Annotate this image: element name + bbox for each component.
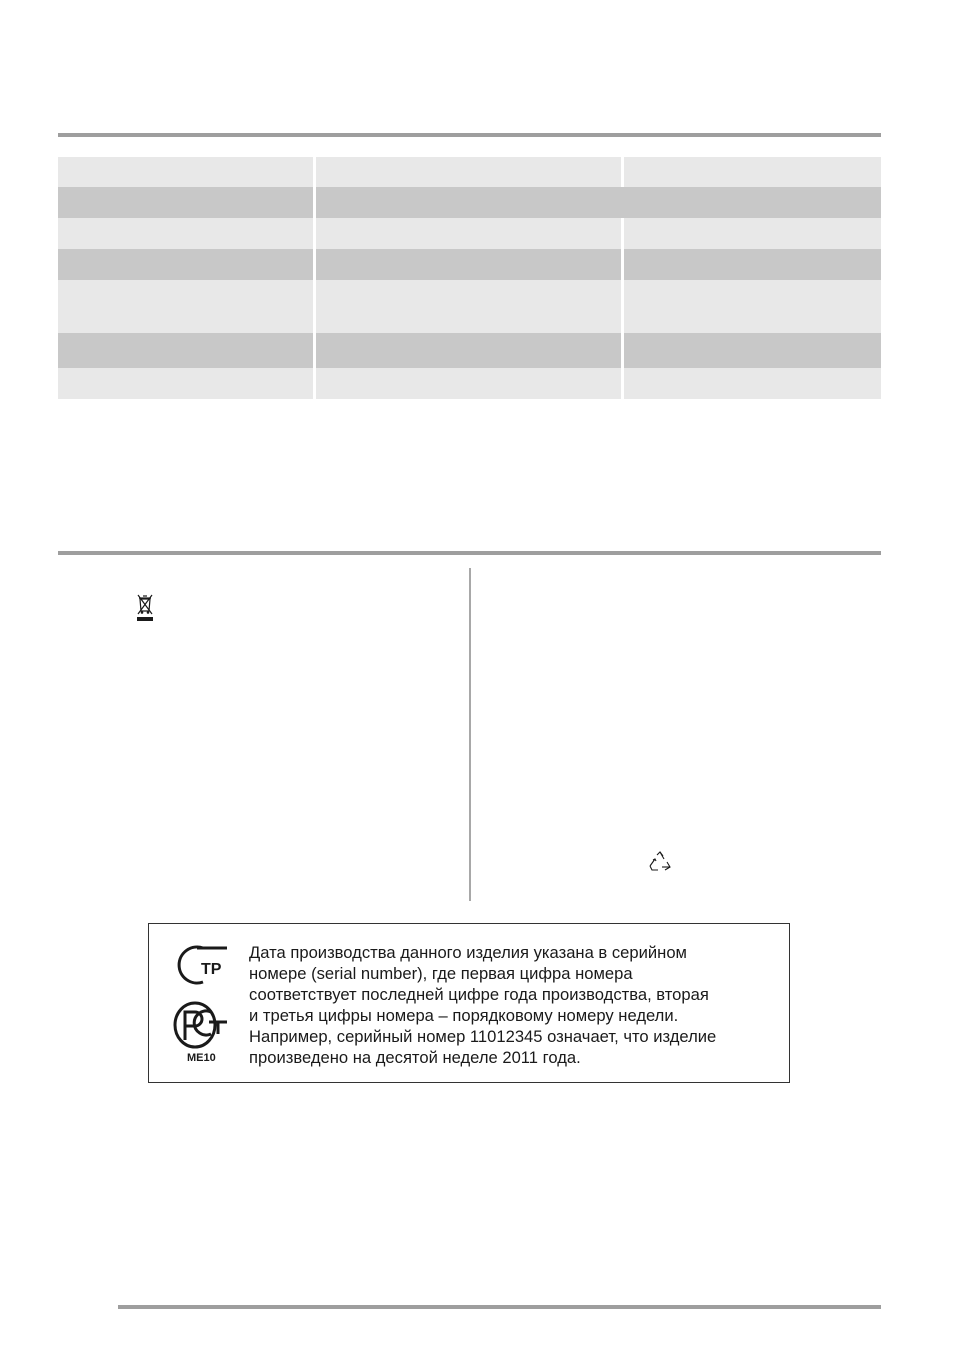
table-cell — [316, 249, 621, 280]
table-row — [58, 187, 881, 218]
table-cell — [316, 280, 621, 333]
table-row — [58, 218, 881, 249]
table-cell — [58, 368, 313, 399]
table-cell — [58, 218, 313, 249]
table-row — [58, 280, 881, 333]
table-cell — [316, 187, 881, 218]
table-row — [58, 249, 881, 280]
footer-rule — [118, 1305, 881, 1309]
table-cell — [316, 218, 621, 249]
table-cell — [316, 333, 621, 368]
table-cell — [624, 368, 881, 399]
table-cell — [58, 280, 313, 333]
table-row — [58, 157, 881, 187]
table-cell — [58, 333, 313, 368]
crossed-out-wheelie-bin-icon — [135, 591, 155, 623]
production-date-text: Дата производства данного изделия указана в серийном номере (serial number), где первая цифра номера соответствует последней цифре года производства, вторая и третья цифры номера – порядковому номеру недели. Например, серийный номер 11012345 означает, что изделие произведено на десятой неделе 2011 года. — [249, 943, 717, 1067]
recycle-icon — [648, 850, 672, 874]
table-cell — [624, 280, 881, 333]
mark-code-label: ME10 — [187, 1052, 216, 1064]
rst-certification-mark-icon — [171, 1000, 233, 1052]
table-cell — [58, 157, 313, 187]
top-section-rule — [58, 133, 881, 137]
svg-text:TP: TP — [201, 961, 222, 978]
table-cell — [624, 249, 881, 280]
table-cell — [316, 368, 621, 399]
tr-conformity-mark-icon — [171, 942, 233, 988]
table-cell — [624, 218, 881, 249]
environment-section-rule — [58, 551, 881, 555]
table-cell — [624, 157, 881, 187]
table-cell — [58, 249, 313, 280]
table-row — [58, 368, 881, 399]
table-cell — [316, 157, 621, 187]
table-cell — [624, 333, 881, 368]
specification-table — [58, 157, 881, 399]
table-row — [58, 333, 881, 368]
production-date-notice — [148, 923, 790, 1083]
column-divider — [469, 568, 471, 901]
table-cell — [58, 187, 313, 218]
